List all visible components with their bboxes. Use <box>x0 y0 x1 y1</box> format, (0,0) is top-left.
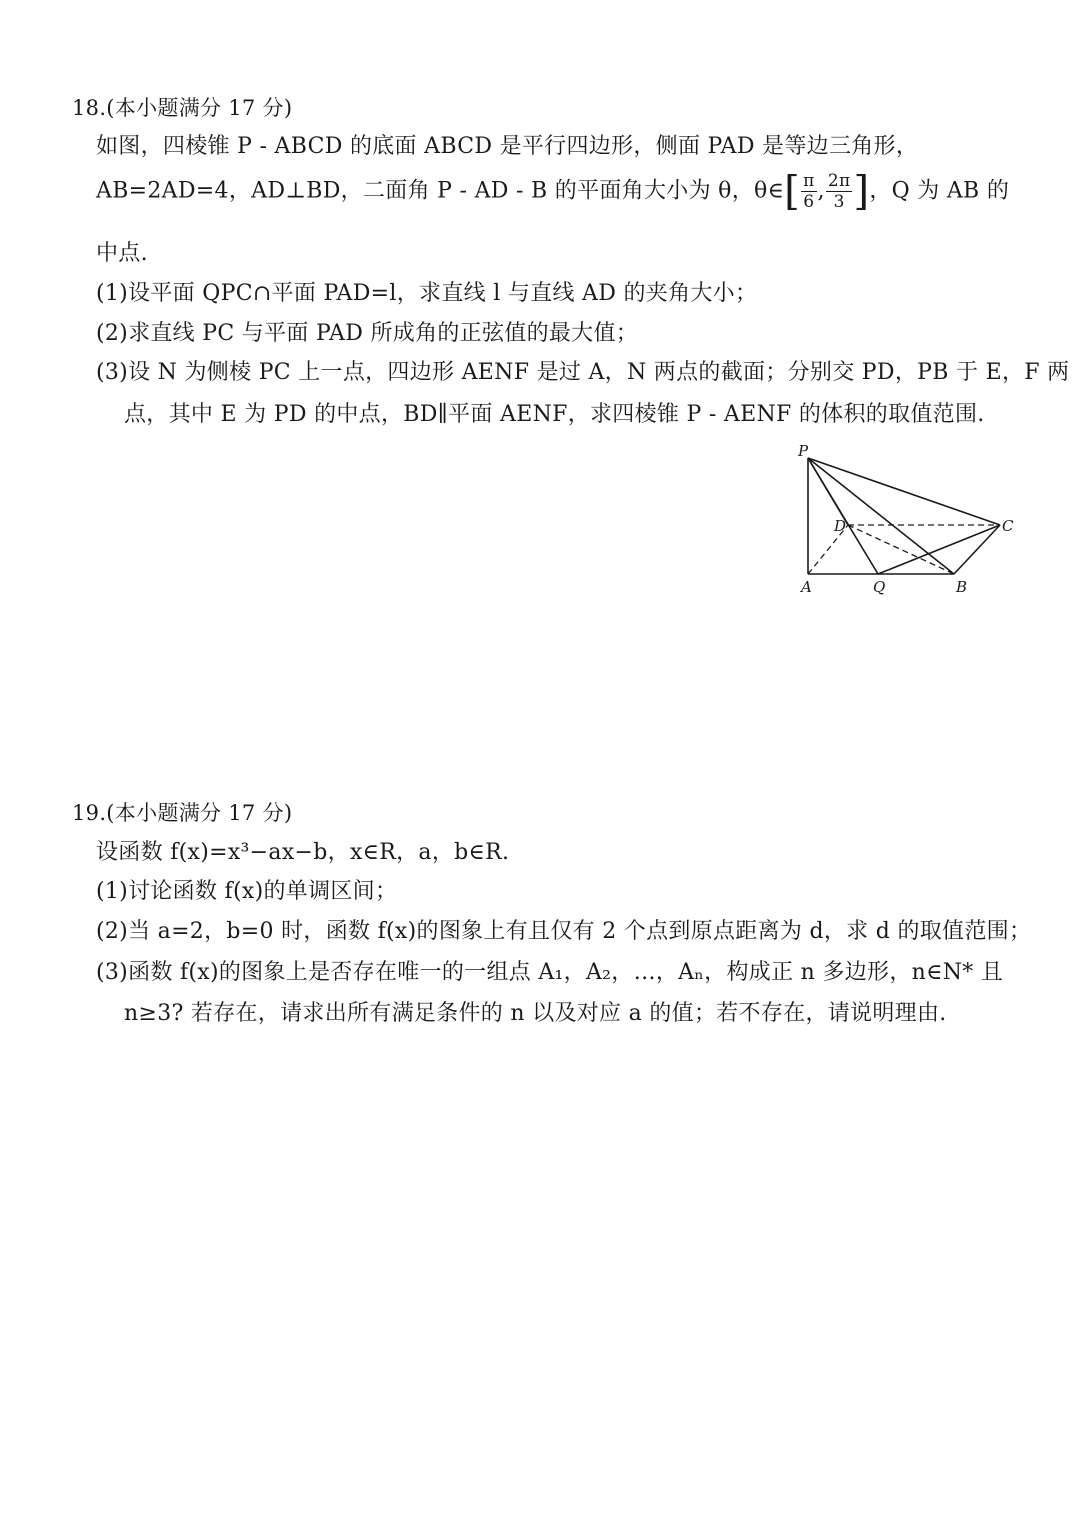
question-19-part2: (2)当 a=2，b=0 时，函数 f(x)的图象上有且仅有 2 个点到原点距离为 d，求 d 的取值范围； <box>96 919 1032 944</box>
edge-PD <box>808 458 848 525</box>
label-B: B <box>956 578 968 596</box>
question-18-part3-line1: (3)设 N 为侧棱 PC 上一点，四边形 AENF 是过 A，N 两点的截面；分别交 PD，PB 于 E，F 两 <box>96 360 1070 385</box>
fraction-numerator: 2π <box>827 171 851 191</box>
edge-BC <box>954 525 1000 574</box>
question-18-part2: (2)求直线 PC 与平面 PAD 所成角的正弦值的最大值； <box>96 321 639 346</box>
fraction-numerator: π <box>803 171 815 191</box>
fraction-denominator: 6 <box>803 192 815 212</box>
question-19-part1: (1)讨论函数 f(x)的单调区间； <box>96 879 398 904</box>
question-18-stem-line1: 如图，四棱锥 P - ABCD 的底面 ABCD 是平行四边形，侧面 PAD 是等边三角形， <box>96 134 919 159</box>
label-D: D <box>834 517 847 535</box>
question-18-stem-line3: 中点. <box>96 241 148 266</box>
edge-PB <box>808 458 954 574</box>
question-18-header: 18.(本小题满分 17 分) <box>72 96 293 120</box>
label-C: C <box>1002 517 1014 535</box>
question-18-stem-line2: AB=2AD=4，AD⊥BD，二面角 P - AD - B 的平面角大小为 θ，θ∈[ $\frac{\pi}{6}$ , $\frac{2\pi}{3}$ ]，Q 为 AB 的 <box>96 168 1010 215</box>
stem-line2-text: AB=2AD=4，AD⊥BD，二面角 P - AD - B 的平面角大小为 θ，θ∈ <box>96 178 785 204</box>
question-18-part1: (1)设平面 QPC∩平面 PAD=l，求直线 l 与直线 AD 的夹角大小； <box>96 281 758 306</box>
pyramid-figure <box>790 438 1030 603</box>
label-A: A <box>801 578 812 596</box>
fraction-pi-6 <box>801 171 816 212</box>
question-18-part3-line2: 点，其中 E 为 PD 的中点，BD∥平面 AENF，求四棱锥 P - AENF 的体积的取值范围. <box>124 402 985 427</box>
question-19-stem: 设函数 f(x)=x³−ax−b，x∈R，a，b∈R. <box>96 840 510 865</box>
fraction-2pi-3 <box>826 171 853 212</box>
label-Q: Q <box>873 578 886 596</box>
question-19-header: 19.(本小题满分 17 分) <box>72 801 293 825</box>
question-19-part3-line1: (3)函数 f(x)的图象上是否存在唯一的一组点 A₁，A₂，…，Aₙ，构成正 n 多边形，n∈N* 且 <box>96 960 1004 985</box>
stem-line2-tail: ，Q 为 AB 的 <box>869 178 1010 204</box>
label-P: P <box>798 442 809 460</box>
right-bracket: ] <box>853 168 870 215</box>
question-19-part3-line2: n≥3? 若存在，请求出所有满足条件的 n 以及对应 a 的值；若不存在，请说明理由. <box>124 1001 947 1026</box>
fraction-denominator: 3 <box>833 192 845 212</box>
edge-PC <box>808 458 1000 525</box>
left-bracket: [ <box>784 168 801 215</box>
